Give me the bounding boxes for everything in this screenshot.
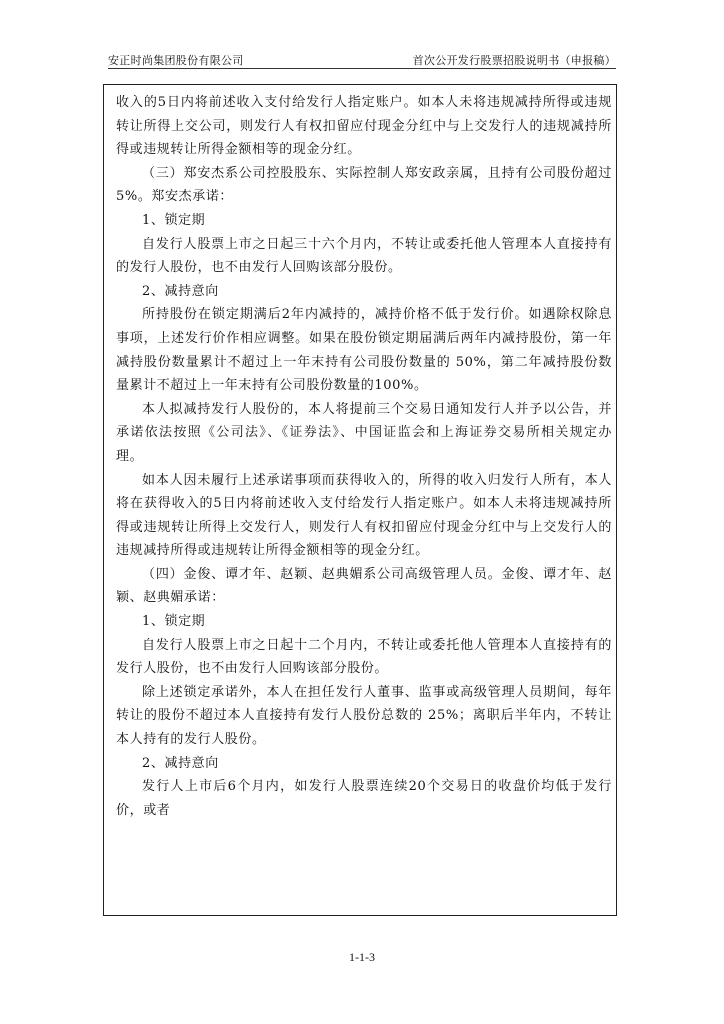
section-heading: 2、减持意向	[142, 283, 219, 299]
paragraph: 除上述锁定承诺外，本人在担任发行人董事、监事或高级管理人员期间，每年转让的股份不超过本人直接持有发行人股份总数的 25%；离职后半年内，不转让本人持有的发行人股份。	[116, 684, 612, 748]
section-heading: 1、锁定期	[142, 614, 206, 630]
paragraph: 发行人上市后6个月内，如发行人股票连续20个交易日的收盘价均低于发行价，或者	[116, 779, 612, 818]
paragraph: 收入的5日内将前述收入支付给发行人指定账户。如本人未将违规减持所得或违规转让所得上交公司，则发行人有权扣留应付现金分红中与上交发行人的违规减持所得或违规转让所得金额相等的现金分红。	[116, 95, 612, 158]
body-text	[116, 91, 612, 822]
paragraph: （三）郑安杰系公司控股股东、实际控制人郑安政亲属，且持有公司股份超过5%。郑安杰承诺：	[116, 165, 612, 205]
paragraph: 本人拟减持发行人股份的，本人将提前三个交易日通知发行人并予以公告，并承诺依法按照《公司法》、《证券法》、中国证监会和上海证券交易所相关规定办理。	[116, 401, 612, 464]
paragraph: 如本人因未履行上述承诺事项而获得收入的，所得的收入归发行人所有，本人将在获得收入的5日内将前述收入支付给发行人指定账户。如本人未将违规减持所得或违规转让所得上交发行人，则发行人有权扣留应付现金分红中与上交发行人的违规减持所得或违规转让所得金额相等的现金分红。	[116, 472, 612, 559]
page-number: 1-1-3	[349, 950, 375, 964]
section-heading: 2、减持意向	[142, 755, 219, 771]
paragraph: 自发行人股票上市之日起三十六个月内，不转让或委托他人管理本人直接持有的发行人股份，也不由发行人回购该部分股份。	[116, 236, 612, 276]
section-heading: 1、锁定期	[142, 212, 206, 228]
paragraph: 所持股份在锁定期满后2年内减持的，减持价格不低于发行价。如遇除权除息事项，上述发行价作相应调整。如果在股份锁定期届满后两年内减持股份，第一年减持股份数量累计不超过上一年末持有公司股份数量的 50%，第二年减持股份数量累计不超过上一年末持有公司股份数量的100%。	[116, 307, 612, 394]
paragraph: （四）金俊、谭才年、赵颖、赵典媚系公司高级管理人员。金俊、谭才年、赵颖、赵典媚承诺：	[116, 566, 612, 606]
header-document-title: 首次公开发行股票招股说明书（申报稿）	[412, 54, 616, 67]
page-header	[108, 50, 616, 68]
header-rule	[108, 68, 616, 69]
header-company-name: 安正时尚集团股份有限公司	[108, 54, 244, 67]
paragraph: 自发行人股票上市之日起十二个月内，不转让或委托他人管理本人直接持有的发行人股份，也不由发行人回购该部分股份。	[116, 637, 612, 677]
